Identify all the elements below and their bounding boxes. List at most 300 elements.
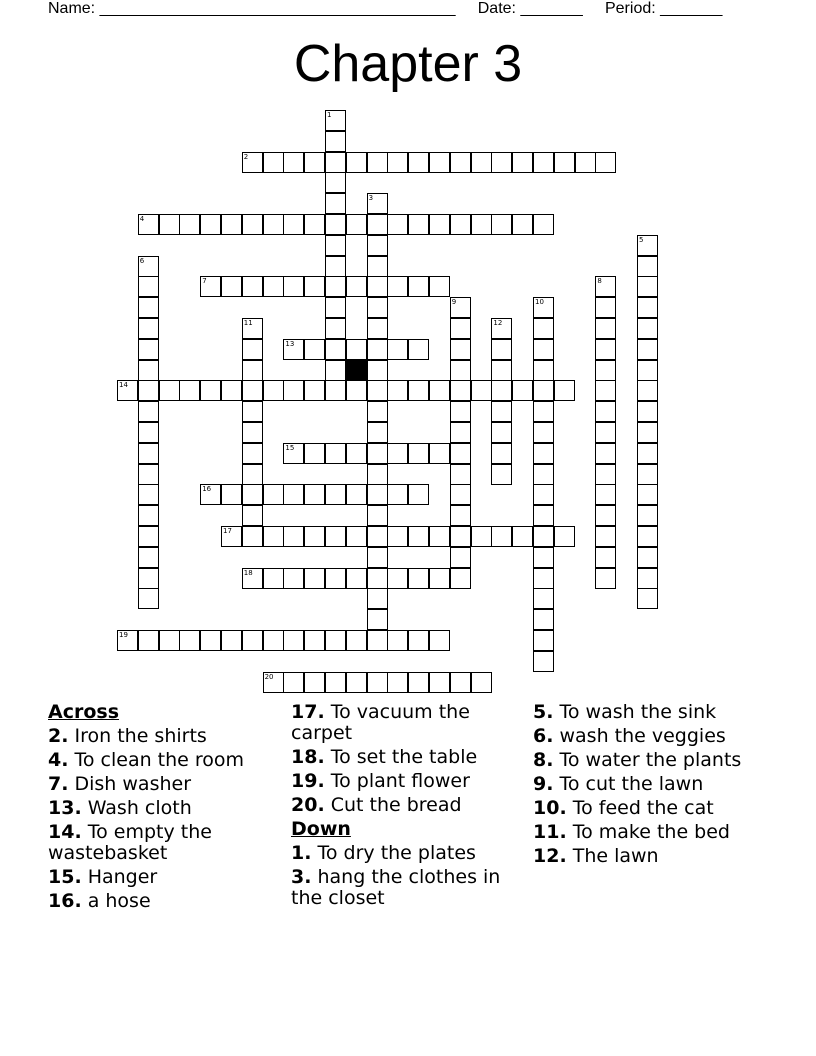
grid-cell[interactable] — [387, 152, 408, 173]
clue-text: To set the table — [324, 746, 478, 768]
grid-cell[interactable] — [595, 380, 616, 401]
grid-cell[interactable] — [304, 380, 325, 401]
grid-cell[interactable] — [138, 484, 159, 505]
grid-cell[interactable] — [637, 256, 658, 277]
grid-cell[interactable] — [325, 360, 346, 381]
grid-cell[interactable] — [491, 339, 512, 360]
grid-cell[interactable] — [367, 588, 388, 609]
clue-number: 6. — [533, 725, 554, 747]
grid-cell[interactable] — [408, 152, 429, 173]
grid-cell[interactable] — [138, 422, 159, 443]
grid-cell[interactable] — [304, 339, 325, 360]
grid-cell[interactable] — [637, 464, 658, 485]
grid-cell[interactable] — [346, 630, 367, 651]
grid-cell[interactable] — [367, 630, 388, 651]
grid-cell[interactable] — [637, 297, 658, 318]
grid-cell[interactable] — [325, 318, 346, 339]
grid-cell[interactable] — [138, 526, 159, 547]
grid-cell[interactable] — [450, 526, 471, 547]
grid-cell[interactable] — [637, 276, 658, 297]
grid-cell[interactable] — [304, 568, 325, 589]
grid-cell[interactable] — [408, 276, 429, 297]
grid-cell[interactable] — [533, 443, 554, 464]
grid-cell[interactable] — [595, 360, 616, 381]
cell-number: 8 — [597, 277, 602, 286]
grid-cell[interactable] — [595, 318, 616, 339]
grid-cell[interactable] — [367, 297, 388, 318]
grid-cell[interactable] — [533, 630, 554, 651]
grid-cell[interactable] — [450, 547, 471, 568]
grid-cell[interactable] — [450, 443, 471, 464]
grid-cell[interactable] — [367, 443, 388, 464]
grid-cell[interactable] — [491, 152, 512, 173]
grid-cell[interactable] — [512, 152, 533, 173]
grid-cell[interactable] — [595, 339, 616, 360]
clue-item — [291, 771, 526, 792]
clue-item — [291, 867, 526, 909]
grid-cell[interactable] — [637, 339, 658, 360]
grid-cell[interactable] — [325, 172, 346, 193]
grid-cell[interactable] — [179, 380, 200, 401]
grid-cell[interactable] — [512, 214, 533, 235]
grid-cell[interactable] — [242, 339, 263, 360]
grid-cell[interactable] — [408, 672, 429, 693]
clue-item — [48, 867, 288, 888]
clue-number: 13. — [48, 797, 82, 819]
grid-cell[interactable] — [138, 505, 159, 526]
grid-cell[interactable] — [367, 609, 388, 630]
grid-cell[interactable] — [325, 672, 346, 693]
clue-text: Hanger — [81, 866, 158, 888]
grid-cell[interactable] — [179, 214, 200, 235]
clue-number: 10. — [533, 797, 567, 819]
grid-cell[interactable] — [512, 380, 533, 401]
grid-cell[interactable] — [367, 422, 388, 443]
grid-cell[interactable] — [533, 609, 554, 630]
grid-cell[interactable] — [387, 568, 408, 589]
clue-item — [48, 798, 288, 819]
grid-cell[interactable] — [533, 588, 554, 609]
grid-cell[interactable] — [408, 443, 429, 464]
grid-cell[interactable] — [242, 380, 263, 401]
grid-cell[interactable] — [491, 526, 512, 547]
grid-cell[interactable] — [533, 380, 554, 401]
grid-cell[interactable] — [533, 568, 554, 589]
grid-cell[interactable] — [408, 339, 429, 360]
grid-cell[interactable] — [242, 422, 263, 443]
grid-cell[interactable] — [138, 297, 159, 318]
grid-cell[interactable] — [429, 380, 450, 401]
grid-cell[interactable] — [512, 526, 533, 547]
grid-cell[interactable] — [429, 672, 450, 693]
grid-cell[interactable] — [346, 443, 367, 464]
grid-cell[interactable] — [346, 152, 367, 173]
grid-cell[interactable] — [533, 505, 554, 526]
grid-cell[interactable] — [304, 152, 325, 173]
grid-cell[interactable] — [387, 214, 408, 235]
grid-cell[interactable] — [200, 214, 221, 235]
grid-cell[interactable] — [304, 214, 325, 235]
grid-cell[interactable] — [637, 360, 658, 381]
clue-column-2 — [291, 702, 526, 912]
grid-cell[interactable] — [367, 276, 388, 297]
grid-cell[interactable] — [595, 505, 616, 526]
grid-cell[interactable] — [429, 568, 450, 589]
grid-cell[interactable] — [283, 526, 304, 547]
grid-cell[interactable] — [263, 380, 284, 401]
grid-cell[interactable] — [595, 152, 616, 173]
grid-cell[interactable] — [595, 422, 616, 443]
grid-cell[interactable] — [263, 630, 284, 651]
clue-text: wash the veggies — [553, 725, 726, 747]
grid-cell[interactable] — [471, 672, 492, 693]
grid-cell[interactable] — [325, 339, 346, 360]
grid-cell[interactable] — [637, 401, 658, 422]
grid-cell[interactable] — [637, 380, 658, 401]
grid-cell[interactable] — [367, 235, 388, 256]
grid-cell[interactable] — [450, 505, 471, 526]
grid-cell[interactable] — [325, 526, 346, 547]
grid-cell[interactable] — [159, 214, 180, 235]
grid-cell[interactable] — [595, 568, 616, 589]
grid-cell[interactable] — [533, 318, 554, 339]
grid-cell[interactable] — [367, 672, 388, 693]
grid-cell[interactable] — [263, 214, 284, 235]
cell-number: 2 — [243, 152, 249, 161]
grid-cell[interactable] — [367, 505, 388, 526]
grid-cell[interactable] — [367, 547, 388, 568]
clue-number: 14. — [48, 821, 82, 843]
grid-cell[interactable] — [450, 360, 471, 381]
grid-cell[interactable] — [138, 380, 159, 401]
grid-cell[interactable] — [159, 380, 180, 401]
clue-number: 17. — [291, 701, 325, 723]
grid-cell[interactable] — [554, 526, 575, 547]
grid-cell[interactable] — [283, 568, 304, 589]
grid-cell[interactable] — [283, 672, 304, 693]
grid-cell[interactable] — [471, 214, 492, 235]
grid-cell[interactable] — [346, 276, 367, 297]
grid-cell[interactable] — [533, 484, 554, 505]
clue-number: 3. — [291, 866, 312, 888]
grid-cell[interactable] — [304, 672, 325, 693]
grid-cell[interactable] — [346, 380, 367, 401]
grid-cell[interactable] — [138, 568, 159, 589]
grid-cell[interactable] — [221, 276, 242, 297]
grid-cell[interactable] — [554, 380, 575, 401]
clue-number: 7. — [48, 773, 69, 795]
grid-cell[interactable] — [242, 526, 263, 547]
grid-cell[interactable] — [367, 380, 388, 401]
grid-cell[interactable] — [283, 484, 304, 505]
grid-cell[interactable] — [637, 568, 658, 589]
clue-text: The lawn — [566, 845, 659, 867]
grid-cell[interactable] — [533, 214, 554, 235]
grid-cell[interactable] — [471, 380, 492, 401]
grid-cell[interactable] — [325, 443, 346, 464]
clue-text: To clean the room — [68, 749, 245, 771]
grid-cell[interactable] — [533, 401, 554, 422]
grid-cell[interactable] — [242, 401, 263, 422]
grid-cell[interactable] — [491, 401, 512, 422]
grid-cell[interactable] — [533, 464, 554, 485]
date-label: Date: — [477, 0, 516, 17]
clue-number: 5. — [533, 701, 554, 723]
clue-item — [291, 747, 526, 768]
grid-cell[interactable] — [491, 443, 512, 464]
grid-cell[interactable] — [595, 526, 616, 547]
grid-cell[interactable] — [283, 630, 304, 651]
grid-cell[interactable] — [533, 339, 554, 360]
grid-cell[interactable] — [263, 484, 284, 505]
grid-cell[interactable] — [283, 276, 304, 297]
grid-cell[interactable] — [367, 484, 388, 505]
grid-cell[interactable] — [387, 443, 408, 464]
clue-number: 16. — [48, 890, 82, 912]
grid-cell[interactable] — [263, 526, 284, 547]
grid-cell[interactable] — [450, 214, 471, 235]
grid-cell[interactable] — [221, 484, 242, 505]
grid-cell[interactable] — [367, 214, 388, 235]
grid-cell[interactable] — [533, 360, 554, 381]
grid-cell[interactable] — [263, 568, 284, 589]
grid-cell[interactable] — [346, 214, 367, 235]
grid-cell[interactable] — [304, 276, 325, 297]
grid-cell[interactable] — [450, 484, 471, 505]
grid-cell[interactable] — [408, 380, 429, 401]
clue-number: 8. — [533, 749, 554, 771]
grid-cell[interactable] — [138, 588, 159, 609]
clue-item — [291, 702, 526, 744]
clue-item — [533, 846, 763, 867]
cell-number: 1 — [327, 111, 332, 119]
grid-cell[interactable] — [595, 297, 616, 318]
grid-cell[interactable] — [325, 484, 346, 505]
grid-cell[interactable] — [242, 360, 263, 381]
grid-cell[interactable] — [263, 276, 284, 297]
grid-cell[interactable] — [325, 214, 346, 235]
grid-cell[interactable] — [387, 339, 408, 360]
date-blank[interactable]: _______ — [520, 0, 583, 17]
grid-cell[interactable] — [367, 401, 388, 422]
grid-cell[interactable] — [367, 568, 388, 589]
grid-cell[interactable] — [242, 505, 263, 526]
grid-cell[interactable] — [242, 484, 263, 505]
grid-cell[interactable] — [575, 152, 596, 173]
grid-cell[interactable] — [242, 630, 263, 651]
clue-text: Dish washer — [68, 773, 192, 795]
grid-cell[interactable] — [283, 380, 304, 401]
grid-cell[interactable] — [325, 380, 346, 401]
grid-cell[interactable] — [138, 360, 159, 381]
grid-cell[interactable] — [138, 630, 159, 651]
grid-cell[interactable] — [533, 152, 554, 173]
grid-cell[interactable] — [325, 235, 346, 256]
grid-cell[interactable] — [595, 547, 616, 568]
grid-cell[interactable] — [491, 214, 512, 235]
grid-cell[interactable] — [491, 360, 512, 381]
grid-cell[interactable] — [491, 380, 512, 401]
grid-cell[interactable] — [283, 152, 304, 173]
grid-cell[interactable] — [450, 401, 471, 422]
clue-column-3 — [533, 702, 763, 870]
grid-cell[interactable] — [408, 526, 429, 547]
grid-cell[interactable] — [367, 464, 388, 485]
grid-cell[interactable] — [595, 464, 616, 485]
grid-cell[interactable] — [450, 339, 471, 360]
clue-item — [48, 822, 288, 864]
grid-cell[interactable] — [325, 297, 346, 318]
grid-cell[interactable] — [450, 380, 471, 401]
clue-text: Wash cloth — [81, 797, 192, 819]
grid-cell[interactable] — [159, 630, 180, 651]
grid-cell[interactable] — [138, 339, 159, 360]
grid-cell[interactable] — [595, 443, 616, 464]
grid-cell[interactable] — [533, 526, 554, 547]
grid-cell[interactable] — [491, 464, 512, 485]
clue-number: 9. — [533, 773, 554, 795]
clue-text: a hose — [81, 890, 151, 912]
grid-cell[interactable] — [387, 380, 408, 401]
grid-cell[interactable] — [387, 484, 408, 505]
clue-text: To dry the plates — [311, 842, 476, 864]
clue-number: 19. — [291, 770, 325, 792]
grid-cell[interactable] — [138, 547, 159, 568]
grid-cell[interactable] — [637, 318, 658, 339]
grid-cell[interactable] — [491, 422, 512, 443]
grid-cell[interactable] — [429, 152, 450, 173]
grid-cell[interactable] — [325, 630, 346, 651]
grid-cell[interactable] — [138, 443, 159, 464]
grid-cell[interactable] — [533, 547, 554, 568]
clue-text: To make the bed — [566, 821, 730, 843]
grid-cell[interactable] — [346, 339, 367, 360]
down-heading: Down — [291, 818, 351, 840]
grid-cell[interactable] — [429, 443, 450, 464]
grid-cell[interactable] — [304, 526, 325, 547]
period-blank[interactable]: _______ — [660, 0, 723, 17]
grid-cell[interactable] — [200, 380, 221, 401]
grid-block — [346, 360, 367, 381]
grid-cell[interactable] — [533, 422, 554, 443]
grid-cell[interactable] — [637, 588, 658, 609]
clue-item — [533, 750, 763, 771]
grid-cell[interactable] — [429, 214, 450, 235]
grid-cell[interactable] — [471, 526, 492, 547]
grid-cell[interactable] — [346, 526, 367, 547]
grid-cell[interactable] — [408, 630, 429, 651]
grid-cell[interactable] — [533, 651, 554, 672]
grid-cell[interactable] — [200, 630, 221, 651]
grid-cell[interactable] — [637, 484, 658, 505]
grid-cell[interactable] — [637, 443, 658, 464]
grid-cell[interactable] — [450, 672, 471, 693]
grid-cell[interactable] — [304, 443, 325, 464]
grid-cell[interactable] — [242, 464, 263, 485]
grid-cell[interactable] — [554, 152, 575, 173]
grid-cell[interactable] — [263, 152, 284, 173]
grid-cell[interactable] — [138, 318, 159, 339]
grid-cell[interactable] — [429, 526, 450, 547]
name-blank[interactable]: ________________________________________ — [99, 0, 456, 17]
grid-cell[interactable] — [367, 256, 388, 277]
grid-cell[interactable] — [367, 339, 388, 360]
grid-cell[interactable] — [221, 214, 242, 235]
grid-cell[interactable] — [450, 568, 471, 589]
grid-cell[interactable] — [138, 276, 159, 297]
grid-cell[interactable] — [325, 276, 346, 297]
grid-cell[interactable] — [283, 214, 304, 235]
grid-cell[interactable] — [429, 276, 450, 297]
clue-item — [533, 774, 763, 795]
grid-cell[interactable] — [471, 152, 492, 173]
clue-number: 20. — [291, 794, 325, 816]
grid-cell[interactable] — [221, 630, 242, 651]
grid-cell[interactable] — [138, 401, 159, 422]
cell-number: 19 — [119, 631, 128, 639]
grid-cell[interactable] — [450, 318, 471, 339]
grid-cell[interactable] — [346, 568, 367, 589]
grid-cell[interactable] — [242, 214, 263, 235]
grid-cell[interactable] — [387, 526, 408, 547]
grid-cell[interactable] — [325, 193, 346, 214]
clue-item — [533, 798, 763, 819]
grid-cell[interactable] — [325, 256, 346, 277]
grid-cell[interactable] — [367, 318, 388, 339]
cell-number: 9 — [451, 298, 457, 307]
grid-cell[interactable] — [367, 152, 388, 173]
grid-cell[interactable] — [387, 276, 408, 297]
cell-number: 10 — [535, 298, 544, 307]
grid-cell[interactable] — [595, 401, 616, 422]
cell-number: 5 — [639, 235, 644, 244]
grid-cell[interactable] — [429, 630, 450, 651]
grid-cell[interactable] — [637, 547, 658, 568]
grid-cell[interactable] — [408, 214, 429, 235]
grid-cell[interactable] — [408, 568, 429, 589]
grid-cell[interactable] — [138, 464, 159, 485]
grid-cell[interactable] — [595, 484, 616, 505]
grid-cell[interactable] — [387, 630, 408, 651]
grid-cell[interactable] — [242, 443, 263, 464]
grid-cell[interactable] — [450, 152, 471, 173]
cell-number: 13 — [285, 339, 295, 348]
cell-number: 4 — [139, 215, 145, 223]
grid-cell[interactable] — [221, 380, 242, 401]
cell-number: 16 — [202, 485, 212, 494]
grid-cell[interactable] — [179, 630, 200, 651]
grid-cell[interactable] — [346, 484, 367, 505]
grid-cell[interactable] — [408, 484, 429, 505]
grid-cell[interactable] — [304, 630, 325, 651]
page-title: Chapter 3 — [293, 35, 523, 93]
grid-cell[interactable] — [242, 276, 263, 297]
grid-cell[interactable] — [325, 568, 346, 589]
grid-cell[interactable] — [325, 131, 346, 152]
grid-cell[interactable] — [387, 672, 408, 693]
grid-cell[interactable] — [325, 152, 346, 173]
grid-cell[interactable] — [304, 484, 325, 505]
grid-cell[interactable] — [450, 464, 471, 485]
grid-cell[interactable] — [367, 526, 388, 547]
grid-cell[interactable] — [346, 672, 367, 693]
grid-cell[interactable] — [450, 422, 471, 443]
clue-number: 18. — [291, 746, 325, 768]
grid-cell[interactable] — [637, 422, 658, 443]
grid-cell[interactable] — [367, 360, 388, 381]
grid-cell[interactable] — [637, 505, 658, 526]
grid-cell[interactable] — [637, 526, 658, 547]
